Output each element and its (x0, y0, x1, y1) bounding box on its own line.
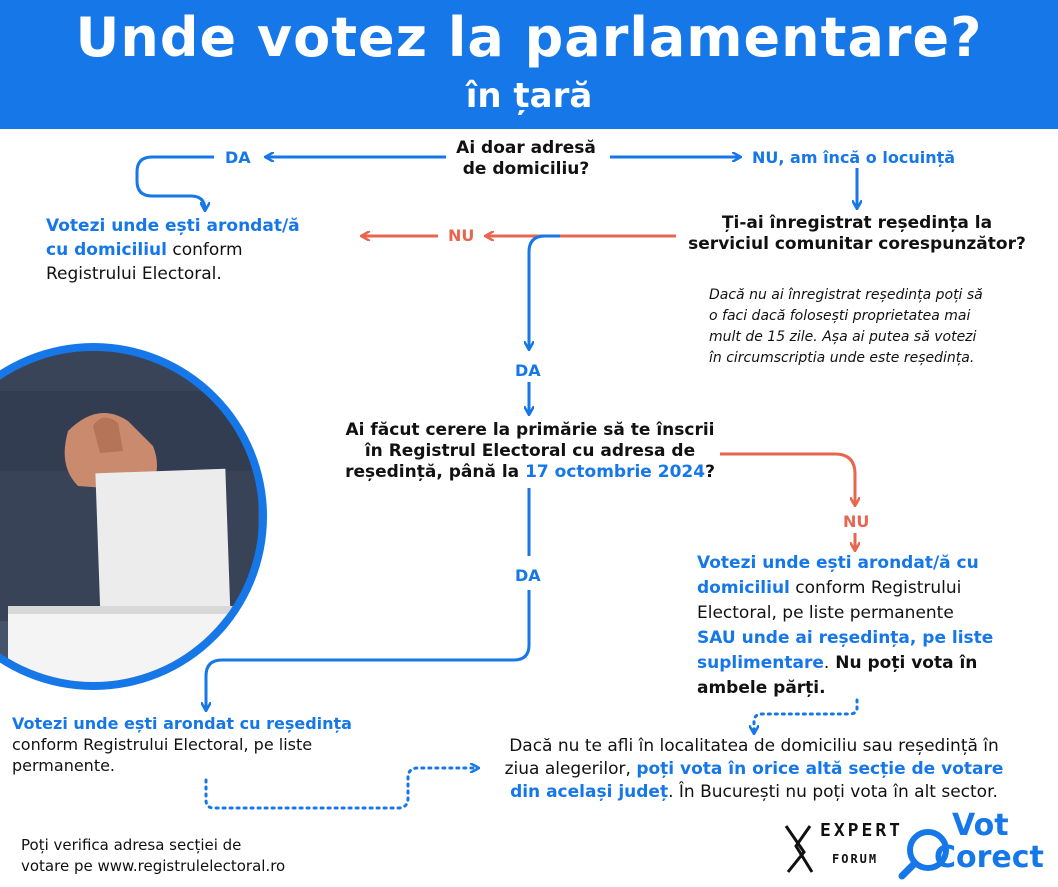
votcorect-logo (896, 808, 1046, 880)
note-line2: o faci dacă folosești proprietatea mai (709, 308, 971, 324)
note-line3: mult de 15 zile. Așa ai putea să votezi (709, 329, 977, 345)
corect-logo-text: Corect (934, 840, 1044, 875)
answer-either-line1: Votezi unde ești arondat/ă cu (697, 553, 979, 573)
arrow-q2-da (529, 236, 560, 349)
final-note (484, 735, 1024, 804)
question-registry-mark: ? (705, 462, 715, 482)
label-da-1: DA (225, 148, 251, 167)
label-nu-3: NU (843, 512, 870, 531)
question-residence-line2: serviciul comunitar corespunzător? (688, 234, 1026, 254)
question-registry-line3: reședință, până la (345, 462, 526, 482)
question-residence (668, 213, 1046, 255)
answer-either-line6: ambele părți. (697, 678, 826, 698)
final-note-highlight: poți vota în orice altă secție de votare (636, 759, 1004, 779)
deadline-date: 17 octombrie 2024 (525, 462, 706, 482)
label-nu-2: NU (448, 226, 475, 245)
answer-either (697, 551, 1047, 701)
question-domicile-line2: de domiciliu? (462, 159, 590, 179)
answer-residence (12, 713, 382, 776)
label-da-3: DA (515, 566, 541, 585)
footer-line2: votare pe www.registrulelectoral.ro (21, 857, 286, 875)
footer-line1: Poți verifica adresa secției de (21, 836, 242, 854)
answer-either-line3: Electoral, pe liste permanente (697, 603, 954, 623)
final-note-line3: . În București nu poți vota în alt sector. (668, 782, 998, 802)
answer-domicile-line1: Votezi unde ești arondat/ă (46, 216, 300, 236)
ballot-photo (0, 351, 259, 682)
forum-logo-text: FORUM (832, 852, 879, 866)
final-note-county: din același județ (510, 782, 669, 802)
answer-either-line2: conform Registrului (789, 578, 962, 598)
page-title: Unde votez la parlamentare? (75, 6, 983, 69)
answer-either-line4: SAU unde ai reședința, pe liste (697, 628, 994, 648)
expert-forum-logo (780, 818, 904, 878)
question-domicile-line1: Ai doar adresă (456, 138, 596, 158)
residence-note (709, 285, 1049, 369)
answer-domicile-bold: cu domiciliul (46, 240, 167, 260)
expert-logo-text: EXPERT (820, 820, 904, 841)
label-da-2: DA (515, 361, 541, 380)
arrow-q3-nu (720, 454, 855, 505)
question-registry-line1: Ai făcut cerere la primărie să te înscrii (345, 420, 715, 440)
label-nu-1: NU, am încă o locuință (752, 148, 956, 167)
answer-either-warning: Nu poți vota în (829, 653, 978, 673)
answer-either-dot: . (823, 653, 830, 673)
answer-domicile-line2: conform (166, 240, 243, 260)
answer-domicile-line3: Registrului Electoral. (46, 264, 222, 284)
question-registry (330, 420, 730, 483)
answer-either-bold: domiciliul (697, 578, 790, 598)
final-note-line2: ziua alegerilor, (504, 759, 637, 779)
answer-residence-line2: conform Registrului Electoral, pe liste (12, 735, 313, 754)
question-domicile (426, 138, 626, 180)
page-subtitle: în țară (465, 76, 593, 116)
ballot-illustration (0, 351, 259, 682)
arrow-da-ans3 (206, 590, 529, 710)
note-line4: în circumscriptia unde este reședința. (709, 350, 975, 366)
footer-note (21, 835, 381, 877)
question-residence-line1: Ți-ai înregistrat reședința la (721, 213, 993, 233)
answer-residence-line1: Votezi unde ești arondat cu reședința (12, 714, 352, 733)
final-note-line1: Dacă nu te afli în localitatea de domiciliu sau reședință în (509, 736, 999, 756)
answer-either-line5: suplimentare (697, 653, 824, 673)
answer-residence-line3: permanente. (12, 756, 116, 775)
answer-domicile (46, 214, 346, 286)
vot-logo-text: Vot (952, 808, 1009, 843)
question-registry-line2: în Registrul Electoral cu adresa de (364, 441, 696, 461)
arrow-da-ans1 (137, 157, 214, 210)
note-line1: Dacă nu ai înregistrat reședința poți să (709, 287, 983, 303)
dotted-ans2-final (754, 700, 857, 733)
